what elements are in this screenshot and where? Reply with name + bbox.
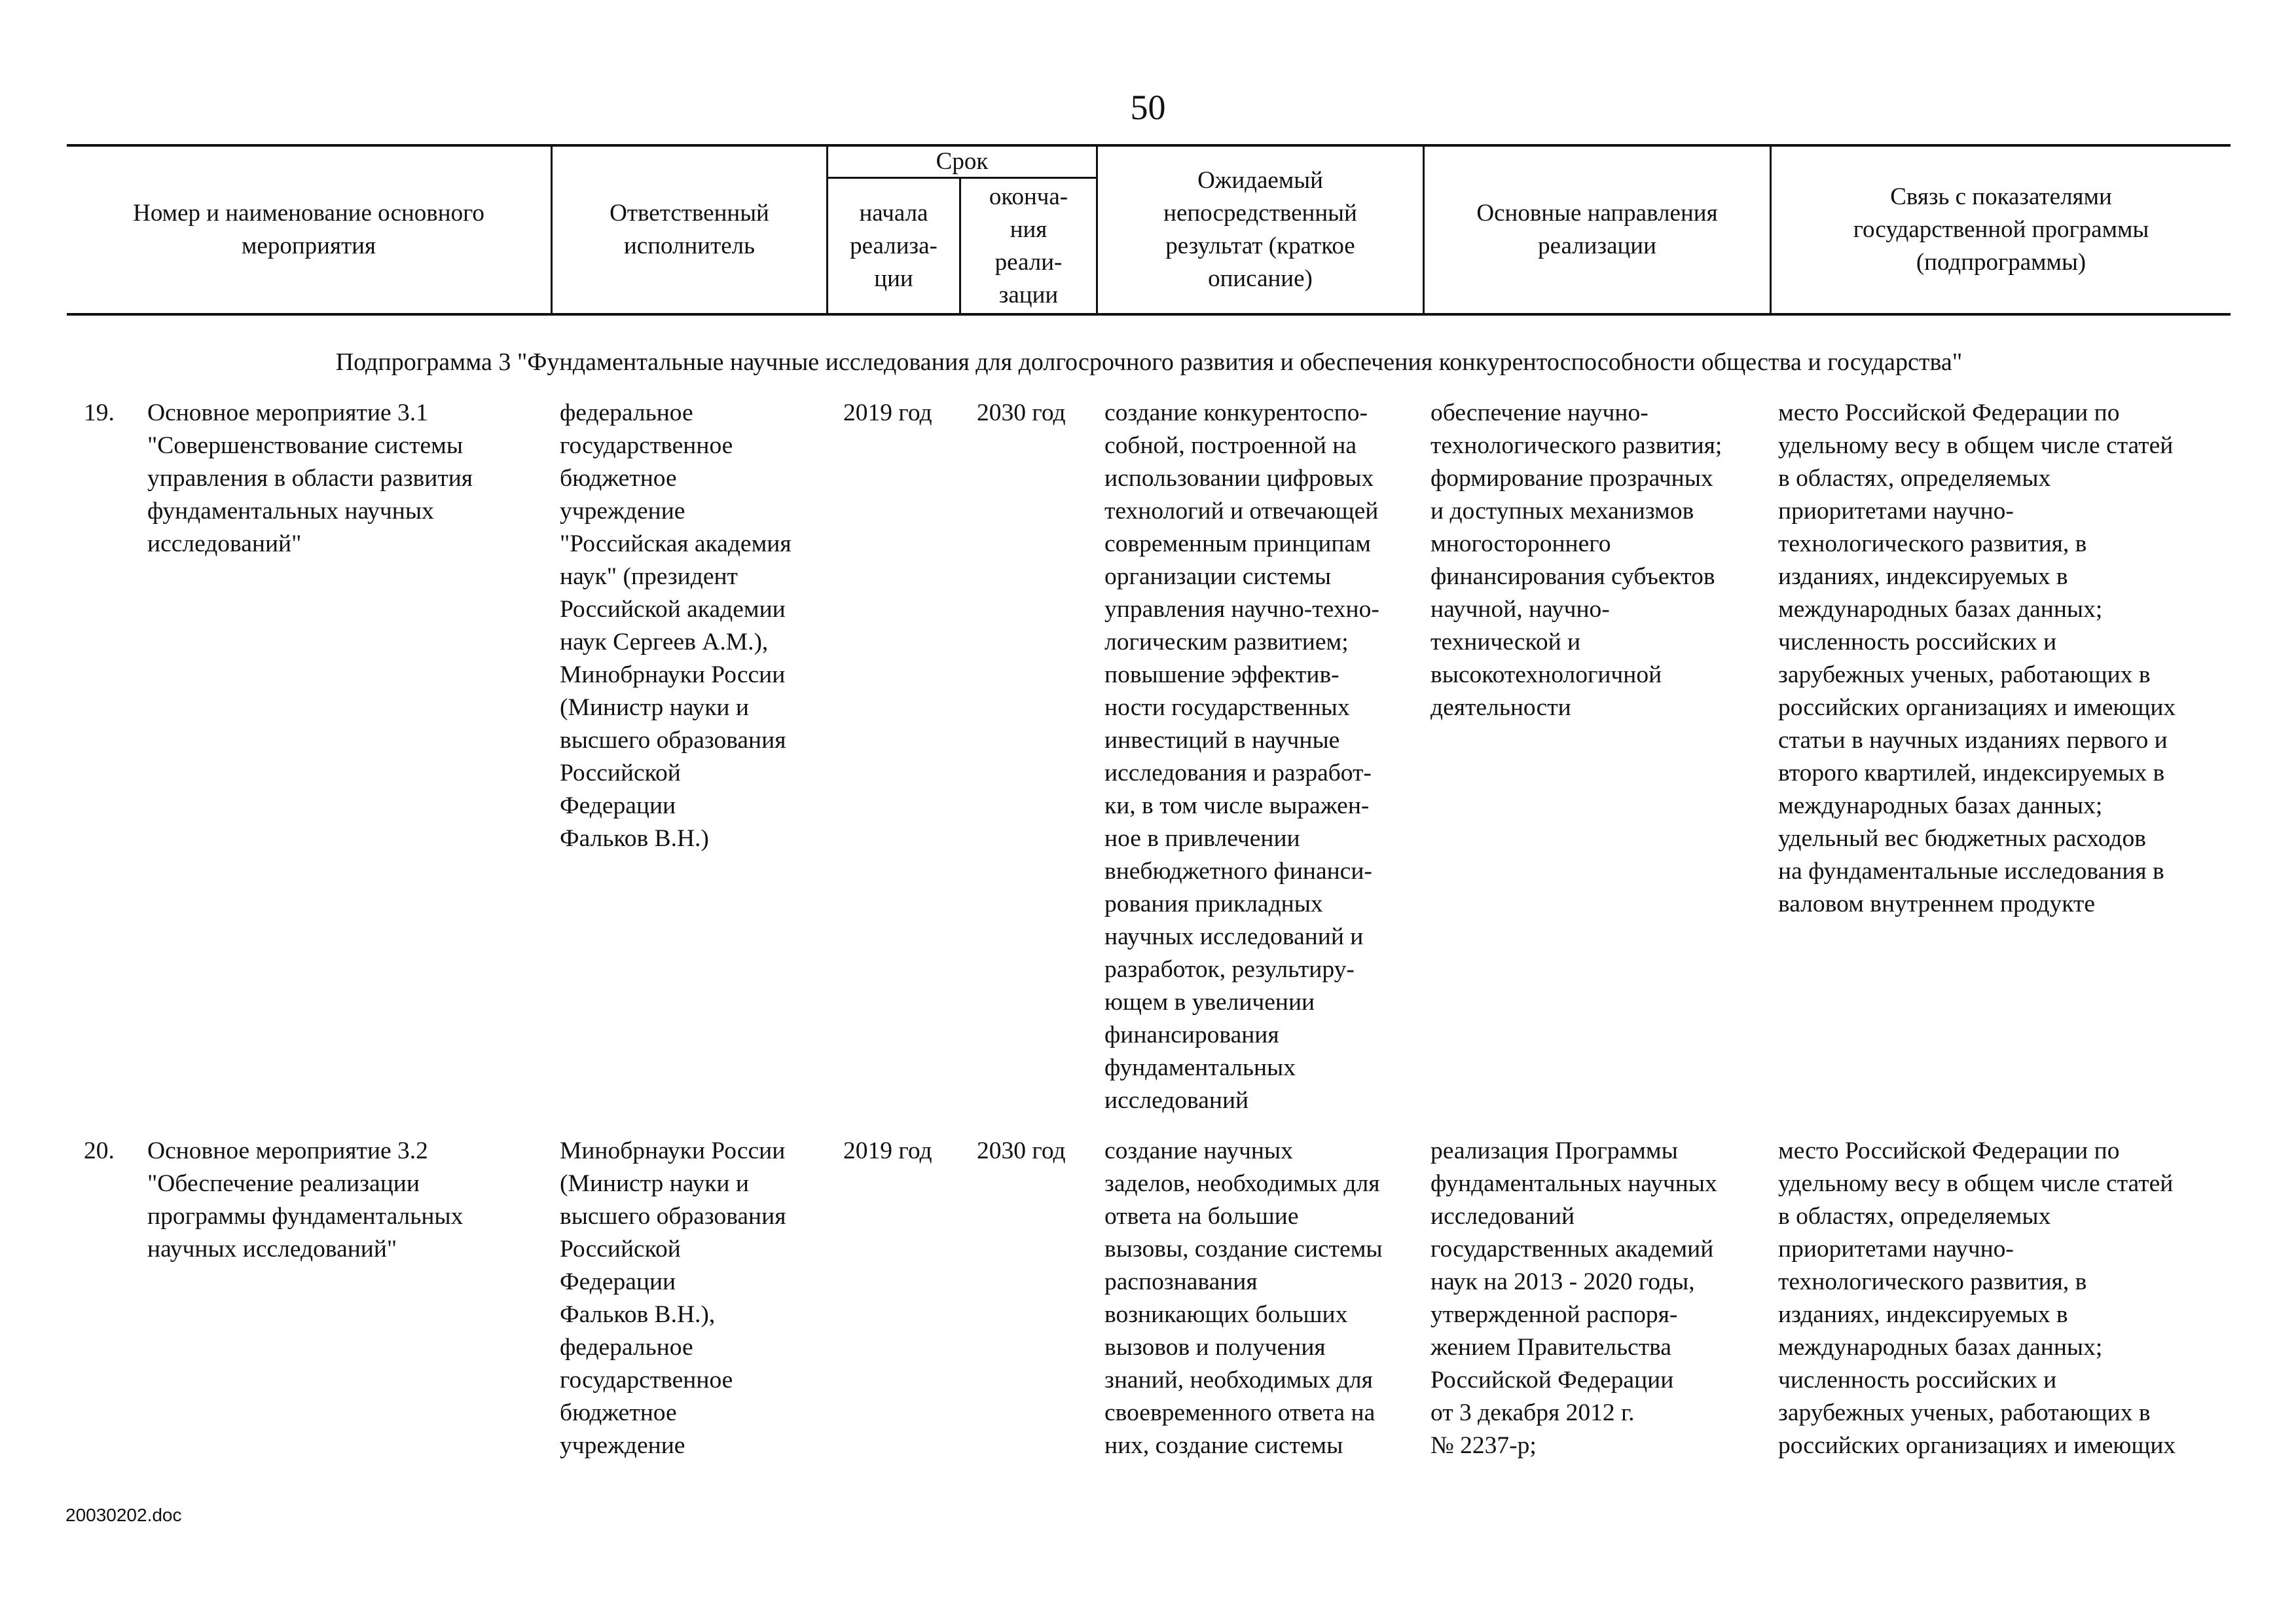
row-activity-name: Основное мероприятие 3.1 "Совершенствование системы управления в области развития фундаментальных научных исследований": [147, 399, 473, 557]
header-col-result: Ожидаемый непосредственный результат (краткое описание): [1163, 167, 1357, 292]
header-col-directions: Основные направления реализации: [1476, 200, 1718, 259]
header-col-executor: Ответственный исполнитель: [610, 200, 769, 259]
subprogram-title: Подпрограмма 3 "Фундаментальные научные исследования для долгосрочного развития и обеспечения конкурентоспособности общества и государства": [335, 348, 1963, 376]
row-indicator-link: место Российской Федерации по удельному весу в общем числе статей в областях, определяемых приоритетами научно- технологического развития, в изданиях, индексируемых в международных базах данных; численность российских и зарубежных ученых, работающих в российских организациях и имеющих статьи в научных изданиях первого и второго квартилей, индексируемых в международных базах данных; удельный вес бюджетных расходов на фундаментальные исследования в валовом внутреннем продукте: [1778, 399, 2176, 917]
header-col-name: Номер и наименование основного мероприятия: [133, 200, 484, 259]
header-col-term: Срок: [936, 148, 989, 175]
row-end-year: 2030 год: [977, 1137, 1066, 1164]
row-executor: Минобрнауки России (Министр науки и высшего образования Российской Федерации Фальков В.Н.), федеральное государственное бюджетное учреждение: [560, 1137, 786, 1459]
row-expected-result: создание конкурентоспо- собной, построенной на использовании цифровых технологий и отвечающей современным принципам организации системы управления научно-техно- логическим развитием; повышение эффектив- ности государственных инвестиций в научные исследования и разработ- ки, в том числе выражен- ное в привлечении внебюджетного финанси- рования прикладных научных исследований и разработок, результиру- ющем в увеличении финансирования фундаментальных исследований: [1104, 399, 1379, 1114]
header-bottom-rule: [67, 313, 2231, 316]
document-filename: 20030202.doc: [65, 1505, 182, 1525]
row-start-year: 2019 год: [843, 399, 932, 426]
row-expected-result: создание научных заделов, необходимых для ответа на большие вызовы, создание системы распознавания возникающих больших вызовов и получения знаний, необходимых для своевременного ответа на них, создание системы: [1104, 1137, 1383, 1459]
row-activity-name: Основное мероприятие 3.2 "Обеспечение реализации программы фундаментальных научных исследований": [147, 1137, 464, 1263]
row-directions: реализация Программы фундаментальных научных исследований государственных академий наук на 2013 - 2020 годы, утвержденной распоря- жением Правительства Российской Федерации от 3 декабря 2012 г. № 2237-р;: [1430, 1137, 1717, 1459]
row-directions: обеспечение научно- технологического развития; формирование прозрачных и доступных механизмов многостороннего финансирования субъектов научной, научно- технической и высокотехнологичной деятельности: [1430, 399, 1722, 721]
row-start-year: 2019 год: [843, 1137, 932, 1164]
row-number: 20.: [84, 1137, 115, 1164]
row-indicator-link: место Российской Федерации по удельному весу в общем числе статей в областях, определяемых приоритетами научно- технологического развития, в изданиях, индексируемых в международных базах данных; численность российских и зарубежных ученых, работающих в российских организациях и имеющих: [1778, 1137, 2176, 1459]
header-col-end: оконча- ния реали- зации: [989, 183, 1068, 308]
row-number: 19.: [84, 399, 115, 426]
row-end-year: 2030 год: [977, 399, 1066, 426]
header-col-start: начала реализа- ции: [850, 199, 938, 292]
page-number: 50: [1130, 88, 1166, 127]
header-col-link: Связь с показателями государственной программы (подпрограммы): [1853, 183, 2149, 276]
row-executor: федеральное государственное бюджетное учреждение "Российская академия наук" (президент Российской академии наук Сергеев А.М.), Минобрнауки России (Министр науки и высшего образования Российской Федерации Фальков В.Н.): [560, 399, 792, 852]
